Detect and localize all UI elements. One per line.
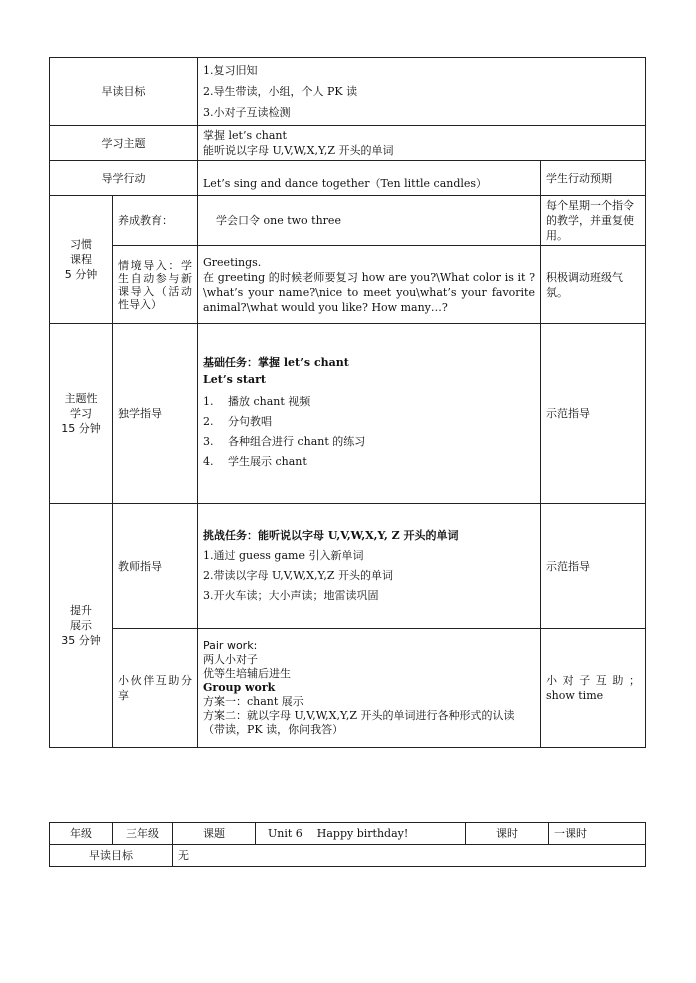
morning-goal-item: 3.小对子互读检测 — [203, 106, 291, 119]
topic-content — [198, 126, 646, 161]
partner-line: Pair work: — [203, 639, 258, 652]
teacher-guide-expect: 示范指导 — [541, 504, 646, 629]
theme-expect: 示范指导 — [541, 324, 646, 504]
raise-label-line: 提升 — [70, 604, 92, 617]
raise-section-label — [50, 504, 113, 748]
list-item — [203, 452, 535, 472]
theme-steps — [203, 392, 535, 472]
theme-label: 独学指导 — [113, 324, 198, 504]
partner-share-expect: 小对子互助；show time — [541, 629, 646, 748]
grade-value: 三年级 — [113, 823, 173, 845]
habit-row-1 — [50, 196, 646, 246]
raise-row-2 — [50, 629, 646, 748]
theme-content — [198, 324, 541, 504]
theme-task-title: 基础任务：掌握 let’s chant — [203, 356, 349, 369]
plan-line: 方案二：就以字母 U,V,W,X,Y,Z 开头的单词进行各种形式的认读（带读，PK 读，你问我答） — [203, 709, 515, 736]
morning-goal-items — [198, 58, 646, 126]
expect-label: 学生行动预期 — [541, 161, 646, 196]
topic-line: 能听说以字母 U,V,W,X,Y,Z 开头的单词 — [203, 144, 394, 157]
context-line: 在 greeting 的时候老师要复习 how are you?\What color is it ?\what’s your name?\nice to meet you\what’s your favorite animal?\what would you like? How many…? — [203, 270, 535, 314]
step-text: 学生展示 chant — [228, 455, 307, 468]
period-value: 一课时 — [549, 823, 646, 845]
partner-share-content — [198, 629, 541, 748]
teacher-guide-label: 教师指导 — [113, 504, 198, 629]
theme-sub-title: Let’s start — [203, 373, 266, 386]
list-item — [203, 412, 535, 432]
list-item — [203, 392, 535, 412]
step-number: 2. — [203, 415, 214, 428]
step-text: 播放 chant 视频 — [228, 395, 311, 408]
challenge-line: 2.带读以字母 U,V,W,X,Y,Z 开头的单词 — [203, 569, 393, 582]
habit-section-label — [50, 196, 113, 324]
partner-line: 两人小对子 — [203, 653, 258, 666]
habit-label: 养成教育： — [113, 196, 198, 246]
lesson-info-table — [49, 822, 646, 867]
lesson-plan-table — [49, 57, 646, 748]
context-line: Greetings. — [203, 255, 262, 269]
footer-morning-goal-value: 无 — [173, 845, 646, 867]
raise-label-line: 展示 — [70, 619, 92, 632]
action-label: 导学行动 — [50, 161, 198, 196]
raise-row-1 — [50, 504, 646, 629]
plan-line: 方案一：chant 展示 — [203, 695, 304, 708]
morning-goal-label: 早读目标 — [50, 58, 198, 126]
period-label: 课时 — [466, 823, 549, 845]
habit-label-line: 习惯 — [70, 238, 92, 251]
habit-expect: 每个星期一个指令的教学，并重复使用。 — [541, 196, 646, 246]
topic-label: 学习主题 — [50, 126, 198, 161]
morning-goal-footer-row — [50, 845, 646, 867]
action-row — [50, 161, 646, 196]
step-number: 3. — [203, 435, 214, 448]
habit-content: 学会口令 one two three — [198, 196, 541, 246]
habit-label-line: 5 分钟 — [64, 268, 98, 281]
topic-line: 掌握 let’s chant — [203, 129, 287, 142]
raise-label-line: 35 分钟 — [61, 634, 101, 647]
theme-row — [50, 324, 646, 504]
morning-goal-item: 2.导生带读，小组，个人 PK 读 — [203, 85, 358, 98]
theme-label-line: 主题性 — [64, 392, 98, 405]
theme-label-line: 学习 — [70, 407, 92, 420]
challenge-line: 3.开火车读；大小声读；地雷读巩固 — [203, 589, 379, 602]
partner-share-label: 小伙伴互助分享 — [113, 629, 198, 748]
step-text: 分句教唱 — [228, 415, 272, 428]
morning-goal-row — [50, 58, 646, 126]
theme-label-line: 15 分钟 — [61, 422, 101, 435]
context-expect: 积极调动班级气氛。 — [541, 246, 646, 324]
habit-row-2 — [50, 246, 646, 324]
step-number: 1. — [203, 395, 214, 408]
list-item — [203, 432, 535, 452]
lesson-value: Unit 6 Happy birthday! — [256, 823, 466, 845]
challenge-title: 挑战任务：能听说以字母 U,V,W,X,Y, Z 开头的单词 — [203, 529, 459, 542]
context-content — [198, 246, 541, 324]
lesson-label: 课题 — [173, 823, 256, 845]
context-label: 情境导入：学生自动参与新课导入（活动性导入） — [113, 246, 198, 324]
action-desc: Let’s sing and dance together（Ten little candles） — [198, 161, 541, 196]
theme-section-label — [50, 324, 113, 504]
partner-line: 优等生培辅后进生 — [203, 667, 291, 680]
group-work-title: Group work — [203, 681, 276, 694]
topic-row — [50, 126, 646, 161]
habit-label-line: 课程 — [70, 253, 92, 266]
step-text: 各种组合进行 chant 的练习 — [228, 435, 366, 448]
challenge-line: 1.通过 guess game 引入新单词 — [203, 549, 364, 562]
lesson-info-row — [50, 823, 646, 845]
footer-morning-goal-label: 早读目标 — [50, 845, 173, 867]
teacher-guide-content — [198, 504, 541, 629]
morning-goal-item: 1.复习旧知 — [203, 64, 258, 77]
step-number: 4. — [203, 455, 214, 468]
grade-label: 年级 — [50, 823, 113, 845]
